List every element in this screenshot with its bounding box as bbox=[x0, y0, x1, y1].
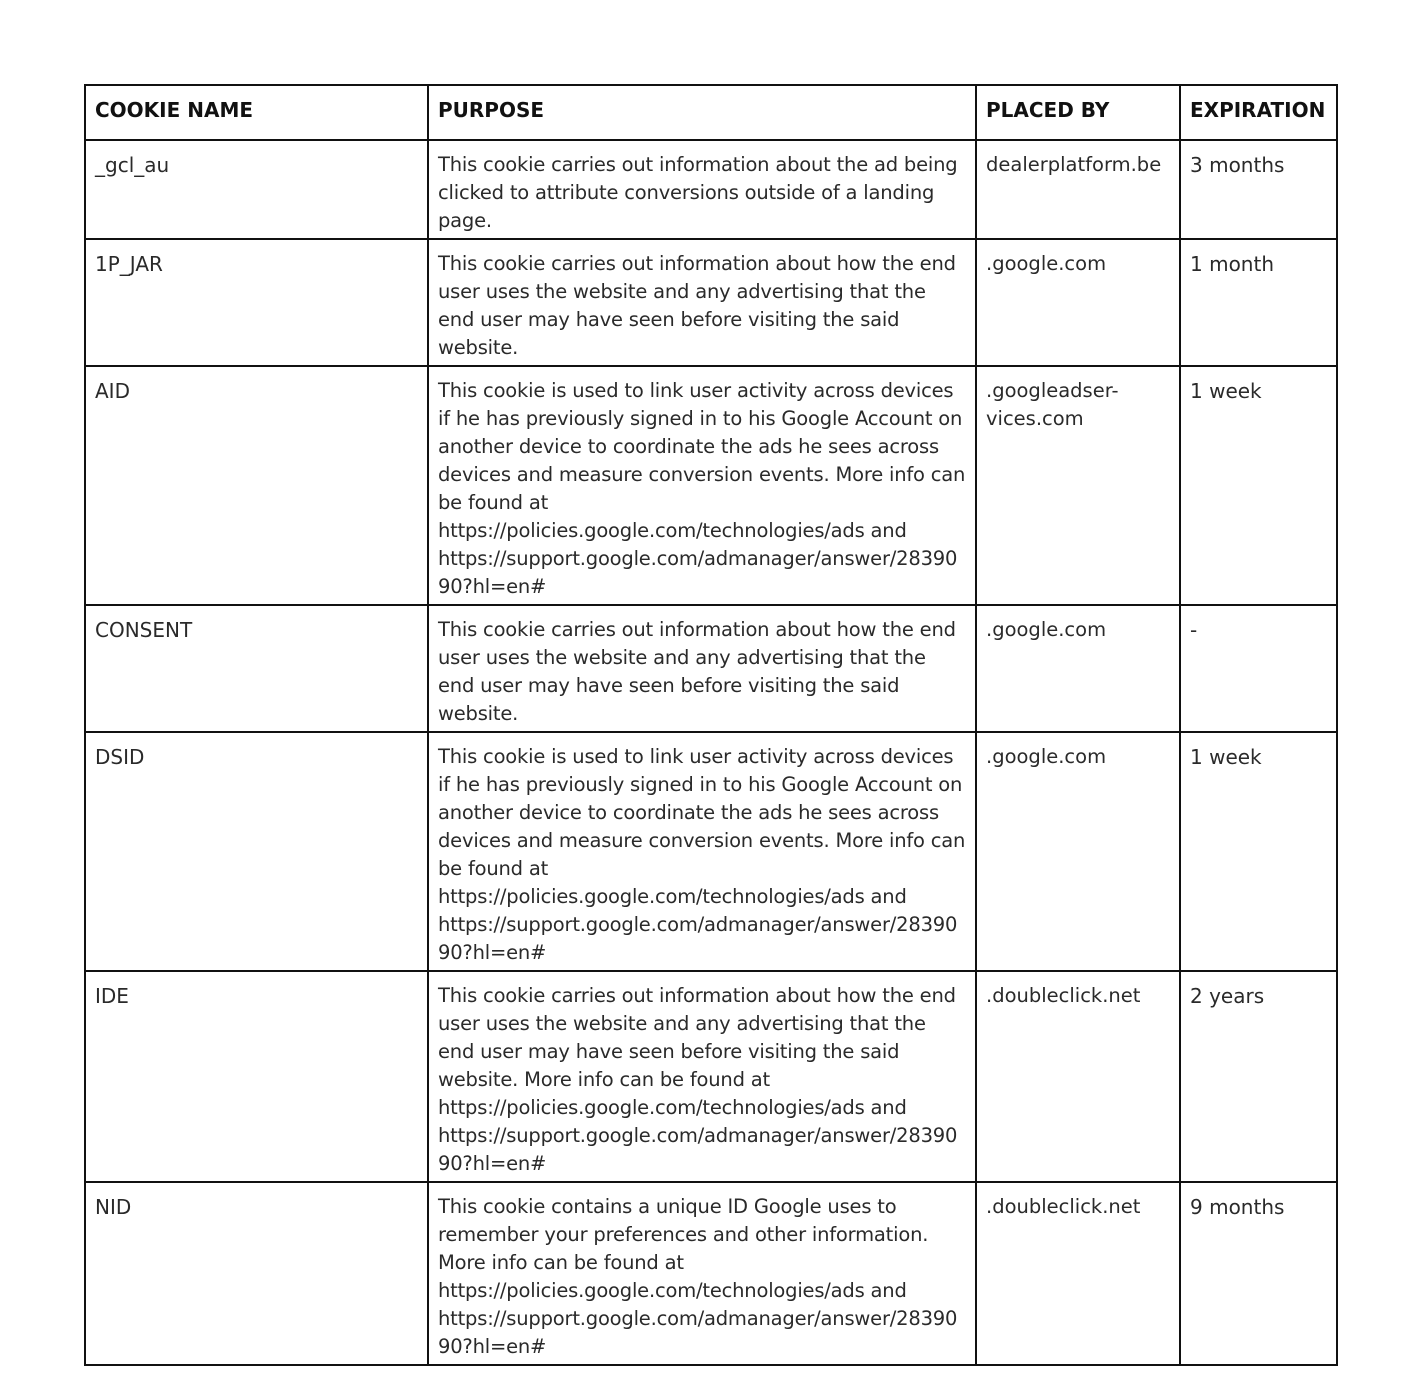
header-cookie-name: COOKIE NAME bbox=[85, 85, 428, 140]
table-row bbox=[85, 140, 1337, 239]
table-row bbox=[85, 971, 1337, 1182]
purpose-cell: This cookie contains a unique ID Google uses to remember your preferences and other information. More info can be found at https://policies.google.com/technologies/ads and https://support.google.com/admanager/answer/2839090?hl=en# bbox=[428, 1182, 976, 1365]
cookie-name-cell: NID bbox=[85, 1182, 428, 1365]
purpose-cell: This cookie is used to link user activity across devices if he has previously signed in to his Google Account on another device to coordinate the ads he sees across devices and measure conversion events. More info can be found at https://policies.google.com/technologies/ads and https://support.google.com/admanager/answer/2839090?hl=en# bbox=[428, 732, 976, 971]
cookie-name-cell: 1P_JAR bbox=[85, 239, 428, 366]
purpose-cell: This cookie carries out information about how the end user uses the website and any advertising that the end user may have seen before visiting the said website. More info can be found at https://policies.google.com/technologies/ads and https://support.google.com/admanager/answer/2839090?hl=en# bbox=[428, 971, 976, 1182]
expiration-cell: 1 month bbox=[1180, 239, 1337, 366]
header-placed-by: PLACED BY bbox=[976, 85, 1180, 140]
placed-by-cell: .google.com bbox=[976, 605, 1180, 732]
table-header bbox=[85, 85, 1337, 140]
expiration-cell: 2 years bbox=[1180, 971, 1337, 1182]
cookie-name-cell: DSID bbox=[85, 732, 428, 971]
header-purpose: PURPOSE bbox=[428, 85, 976, 140]
purpose-cell: This cookie is used to link user activity across devices if he has previously signed in to his Google Account on another device to coordinate the ads he sees across devices and measure conversion events. More info can be found at https://policies.google.com/technologies/ads and https://support.google.com/admanager/answer/2839090?hl=en# bbox=[428, 366, 976, 605]
expiration-cell: 3 months bbox=[1180, 140, 1337, 239]
placed-by-cell: .doubleclick.net bbox=[976, 1182, 1180, 1365]
expiration-cell: 1 week bbox=[1180, 732, 1337, 971]
table-row bbox=[85, 366, 1337, 605]
placed-by-cell: .doubleclick.net bbox=[976, 971, 1180, 1182]
placed-by-cell: .googleadser-vices.com bbox=[976, 366, 1180, 605]
expiration-cell: - bbox=[1180, 605, 1337, 732]
cookie-name-cell: AID bbox=[85, 366, 428, 605]
placed-by-cell: .google.com bbox=[976, 732, 1180, 971]
table-row bbox=[85, 605, 1337, 732]
table-row bbox=[85, 239, 1337, 366]
placed-by-cell: dealerplatform.be bbox=[976, 140, 1180, 239]
cookie-name-cell: IDE bbox=[85, 971, 428, 1182]
purpose-cell: This cookie carries out information about how the end user uses the website and any advertising that the end user may have seen before visiting the said website. bbox=[428, 605, 976, 732]
table-body bbox=[85, 140, 1337, 1365]
cookie-name-cell: CONSENT bbox=[85, 605, 428, 732]
expiration-cell: 9 months bbox=[1180, 1182, 1337, 1365]
cookie-name-cell: _gcl_au bbox=[85, 140, 428, 239]
placed-by-cell: .google.com bbox=[976, 239, 1180, 366]
purpose-cell: This cookie carries out information about the ad being clicked to attribute conversions outside of a landing page. bbox=[428, 140, 976, 239]
table-row bbox=[85, 732, 1337, 971]
header-expiration: EXPIRATION bbox=[1180, 85, 1337, 140]
cookie-table bbox=[84, 84, 1338, 1366]
purpose-cell: This cookie carries out information about how the end user uses the website and any advertising that the end user may have seen before visiting the said website. bbox=[428, 239, 976, 366]
table-row bbox=[85, 1182, 1337, 1365]
expiration-cell: 1 week bbox=[1180, 366, 1337, 605]
header-row bbox=[85, 85, 1337, 140]
